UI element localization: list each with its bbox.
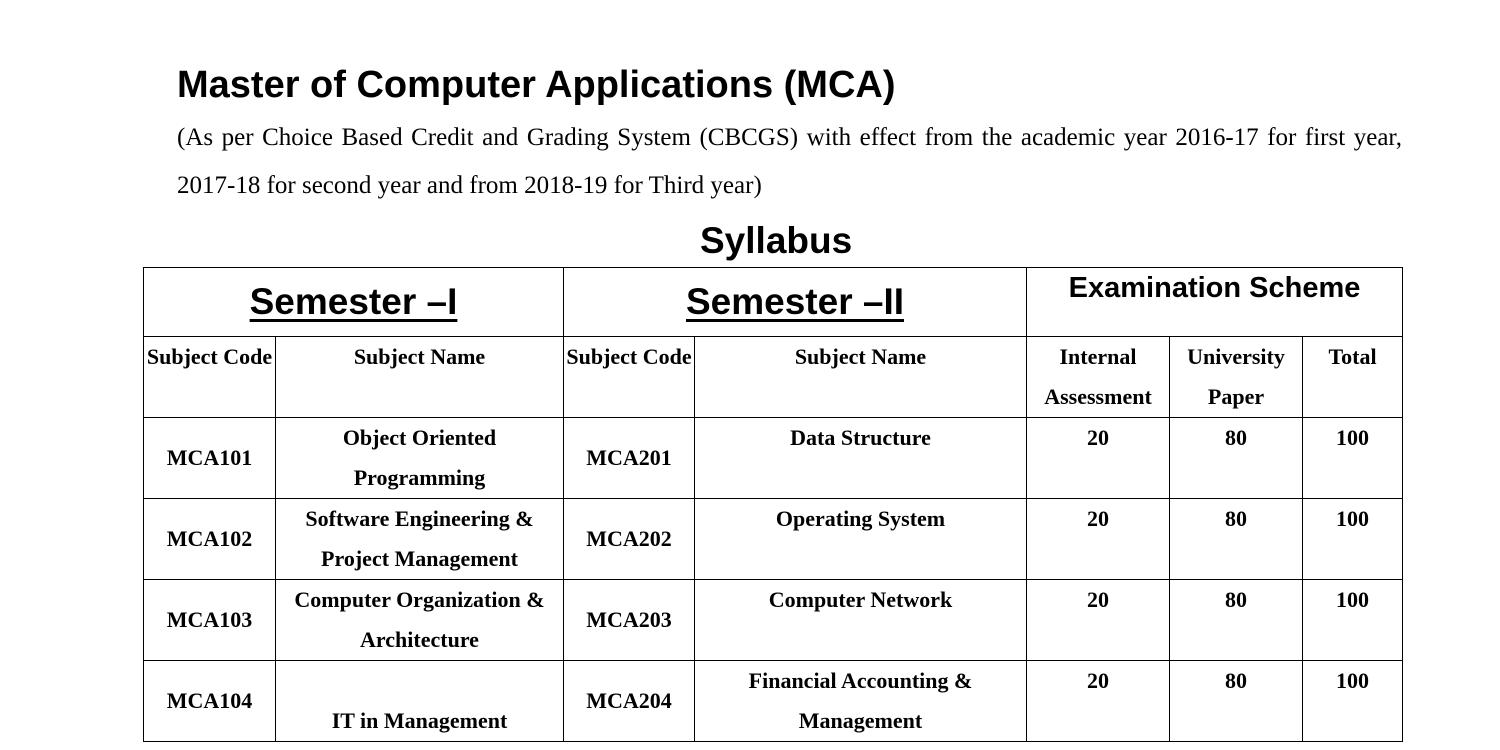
subject-name-sem1: IT in Management	[276, 661, 564, 742]
semester-1-header: Semester –I	[144, 268, 564, 337]
subject-name-sem1: Object Oriented Programming	[276, 418, 564, 499]
semester-2-header: Semester –II	[564, 268, 1027, 337]
table-row	[144, 418, 1403, 499]
section-heading: Syllabus	[700, 220, 853, 261]
subject-name-sem2: Data Structure	[695, 418, 1027, 499]
col-header-total: Total	[1303, 337, 1403, 418]
university-marks: 80	[1170, 580, 1303, 661]
subject-code-sem1: MCA101	[144, 418, 276, 499]
total-marks: 100	[1303, 580, 1403, 661]
internal-marks: 20	[1027, 499, 1170, 580]
col-header-subject-name-2: Subject Name	[695, 337, 1027, 418]
subject-name-sem2: Computer Network	[695, 580, 1027, 661]
subject-name-sem1: Software Engineering & Project Management	[276, 499, 564, 580]
col-header-internal-assessment: Internal Assessment	[1027, 337, 1170, 418]
total-marks: 100	[1303, 499, 1403, 580]
subject-name-sem1: Computer Organization & Architecture	[276, 580, 564, 661]
subject-code-sem2: MCA204	[564, 661, 695, 742]
col-header-subject-code-2: Subject Code	[564, 337, 695, 418]
document-title: Master of Computer Applications (MCA)	[177, 64, 896, 106]
table-row	[144, 499, 1403, 580]
table-row	[144, 580, 1403, 661]
internal-marks: 20	[1027, 661, 1170, 742]
subject-code-sem1: MCA104	[144, 661, 276, 742]
syllabus-table	[143, 267, 1403, 742]
university-marks: 80	[1170, 661, 1303, 742]
university-marks: 80	[1170, 499, 1303, 580]
subject-name-sem2: Operating System	[695, 499, 1027, 580]
examination-scheme-header: Examination Scheme	[1027, 268, 1403, 337]
internal-marks: 20	[1027, 418, 1170, 499]
column-header-row	[144, 337, 1403, 418]
internal-marks: 20	[1027, 580, 1170, 661]
table-row	[144, 661, 1403, 742]
subject-code-sem1: MCA103	[144, 580, 276, 661]
col-header-university-paper: University Paper	[1170, 337, 1303, 418]
document-subtitle: (As per Choice Based Credit and Grading System (CBCGS) with effect from the academic year 2016-17 for first year, 2017-18 for second year and from 2018-19 for Third year)	[177, 124, 1402, 199]
subject-code-sem2: MCA202	[564, 499, 695, 580]
subject-code-sem2: MCA201	[564, 418, 695, 499]
subject-code-sem1: MCA102	[144, 499, 276, 580]
university-marks: 80	[1170, 418, 1303, 499]
col-header-subject-code-1: Subject Code	[144, 337, 276, 418]
col-header-subject-name-1: Subject Name	[276, 337, 564, 418]
total-marks: 100	[1303, 418, 1403, 499]
subject-code-sem2: MCA203	[564, 580, 695, 661]
total-marks: 100	[1303, 661, 1403, 742]
semester-header-row	[144, 268, 1403, 337]
subject-name-sem2: Financial Accounting & Management	[695, 661, 1027, 742]
